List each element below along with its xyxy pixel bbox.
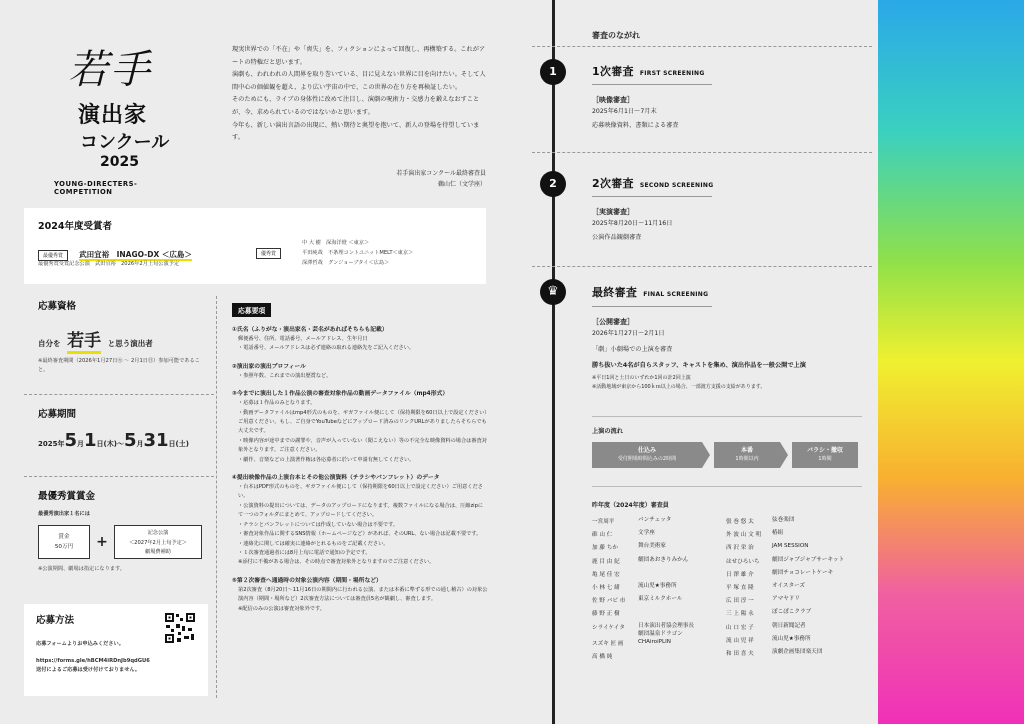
prize-lead: 最優秀演出家１名には <box>38 511 90 517</box>
prize-title: 最優秀賞賞金 <box>38 491 96 502</box>
judge-affiliation: JAM SESSION <box>772 543 809 550</box>
timeline-line <box>552 0 555 724</box>
logo-subtitle2: コンクール <box>80 132 170 153</box>
judge-name: 一宮周平 <box>592 519 615 525</box>
step1-kind: ［映像審査］ <box>592 96 634 104</box>
method-card <box>24 604 208 696</box>
judge-row <box>726 608 876 621</box>
judge-affiliation: オイスターズ <box>772 583 805 590</box>
step2-date: 2025年8月20日～11月16日 <box>592 220 673 227</box>
judge-row <box>592 529 732 542</box>
divider <box>532 152 872 153</box>
logo-year: 2025 <box>100 154 139 170</box>
period-title: 応募期間 <box>38 409 77 420</box>
judge-name: 和 田 喜 夫 <box>726 651 754 658</box>
gradient-bar <box>878 0 1024 724</box>
judge-affiliation: 劇団あおきりみかん <box>638 556 689 563</box>
judges-right <box>726 516 876 661</box>
judge-name: 広 田 淳 一 <box>726 598 754 605</box>
step2-details <box>592 206 672 244</box>
excellent-3: 深澤哲哉 グンジョーブタイ＜広島＞ <box>302 260 390 266</box>
step2-kind: ［実演審査］ <box>592 208 634 216</box>
stage-3 <box>792 442 858 468</box>
judge-row <box>592 569 732 582</box>
judge-row <box>592 622 732 638</box>
period-m1: 5 <box>64 430 78 451</box>
logo-subtitle: 演出家 <box>78 103 148 128</box>
step1-en: FIRST SCREENING <box>639 70 705 77</box>
guide-item-heading: ⑤第２次審査へ通過時の対象公演内容（期間・場所など） <box>232 577 382 584</box>
period-n2: 31 <box>143 430 169 451</box>
prize-note: ※公演期間、劇場は指定になります。 <box>38 566 125 572</box>
judge-name: シライケイタ <box>592 624 625 631</box>
crown-icon: ♛ <box>540 279 566 305</box>
best-tag: 最優秀賞 <box>38 250 68 261</box>
guide-item-body: ・台本はPDF形式のものを、ギガファイル便にして（保持期限を60日以上で設定ください）ご用意ください。 ・公演資料の提出については、データのアップロードになります。複数ファイルになる場合は、圧縮zipにて一つのフォルダにまとめて、アップロードしてください。 ・チラシとパンフレットについては作成していない場合は不要です。 ・審査対象作品に関するSNS情報（ホームページなど）があれば、そのURL、ない場合は記載不要です。 ・連絡先に関しては確実に連絡がとれるものをご記載ください。 ・１次審査通過者には8月上旬に電話で通知の予定です。 ※添付に不備がある場合は、その時点で審査対象外となりますのでご注意ください。 <box>238 484 484 566</box>
guide-item-body: 第2次審査（8月20日～11月16日の期間内に行われる公演、または本番に準ずる形での通し稽古）の対象公演内容（期間・場所など）2次審査方法については審査員5名が観劇し、審査します。 ※配信のみの公演は審査対象外です。 <box>238 586 488 612</box>
intro-p3: そのためにも、ライブの身体性に改めて注目し、演劇の呪術力・交感力を鍛えなおすことが、今、求められているのではないかと思います。 <box>232 96 480 116</box>
judge-row <box>726 582 876 595</box>
divider <box>592 486 862 487</box>
judge-name: 小 林 七 緒 <box>592 585 620 592</box>
judge-name: 碓 山 仁 <box>592 532 613 539</box>
judge-row <box>726 569 876 582</box>
divider <box>592 416 862 417</box>
step3-venue: 「劇」小劇場での上演を審査 <box>592 346 673 353</box>
period-m2: 5 <box>123 430 137 451</box>
guide-item <box>232 362 488 381</box>
judge-affiliation: 文学座 <box>638 530 655 537</box>
period-n1: 1 <box>84 430 97 451</box>
guide-item-body: 郵便番号、住所、電話番号、メールアドレス、生年月日 ・電話番号、メールアドレスは必ず連絡の取れる連絡先をご記入ください。 <box>238 336 415 352</box>
intro-p1: 現実世界での「不在」や「喪失」を、フィクションによって回復し、再構築する。これがアートの特権だと思います。 <box>232 46 486 66</box>
guide-item <box>232 325 488 354</box>
guide-item <box>232 389 488 465</box>
judge-affiliation: 流山児★事務所 <box>772 635 811 642</box>
step1-title <box>592 63 705 79</box>
judge-name: 三 上 陽 永 <box>726 611 754 618</box>
guide-item-heading: ②演出家の演出プロフィール <box>232 363 306 370</box>
guide-item-body: ・応募は１作品のみとなります。 ・動画データファイルはmp4形式のものを、ギガファイル便にして（保持期限を60日以上で設定ください）ご用意ください。もし、ご自身でYouTubeなどにアップロード済みのリンクURLがありましたらそちらでも大丈夫です。 ・映像内容が途中までの謝罪や、音声が入っていない（聞こえない）等の不完全な映像資料の場合は審査対象外となります。ご注意ください。 ・劇作、音楽などの上演著作権は各応募者に於いて申請有無してください。 <box>238 400 487 463</box>
step3-date: 2026年1月27日～2月1日 <box>592 330 665 337</box>
qr-code-icon[interactable] <box>164 612 196 644</box>
column-divider <box>216 296 217 698</box>
judge-name: 鹿 目 由 紀 <box>592 558 620 565</box>
step1-badge: 1 <box>540 59 566 85</box>
stage-1-label: 仕込み <box>637 447 656 454</box>
excellent-list <box>302 238 413 268</box>
eligibility-post: と思う演出者 <box>107 339 153 348</box>
step2-badge: 2 <box>540 171 566 197</box>
judges-left <box>592 516 732 664</box>
step3-jp: 最終審査 <box>592 286 638 299</box>
judge-name: 張 巻 悠 太 <box>726 519 754 525</box>
method-lead: 応募フォームよりお申込みください。 <box>36 641 124 647</box>
step1-desc: 応募映像資料、書類による審査 <box>592 122 679 129</box>
judge-name: 外 波 山 文 明 <box>726 532 762 539</box>
judge-name: 佐 野 バビ 市 <box>592 598 626 605</box>
guide-item-heading: ①氏名（ふりがな・演出家名・芸名があればそちらも記載） <box>232 327 388 333</box>
winners-card <box>24 208 486 284</box>
method-title: 応募方法 <box>36 615 75 626</box>
judge-name: 平 塚 直 隆 <box>726 585 754 592</box>
period-pre: 2025年 <box>38 440 65 448</box>
period-d2: 月 <box>136 440 144 448</box>
step3-title <box>592 284 708 300</box>
guide-item-heading: ④提出映像作品の上演台本とその他公演資料（チラシやパンフレット）のデータ <box>232 475 440 482</box>
judge-affiliation: 東京ミルクホール <box>638 596 683 603</box>
judge-row <box>592 542 732 555</box>
eligibility-section <box>38 298 208 375</box>
period-w2: 日(土) <box>168 440 189 448</box>
judge-row <box>726 516 876 529</box>
step2-desc: 公演作品観劇審査 <box>592 234 642 241</box>
divider <box>532 46 872 47</box>
judge-name: スズキ 匠 画 <box>592 640 624 647</box>
step3-desc: 勝ち抜いた4名が自らスタッフ、キャストを集め、演出作品を一般公開で上演 <box>592 362 806 369</box>
divider <box>592 84 712 85</box>
divider <box>592 196 712 197</box>
judge-affiliation: 劇団ジャブジャブサーキット <box>772 556 845 563</box>
sign-name: 鵜山仁（文学座） <box>437 181 486 188</box>
judges-title: 昨年度（2024年度）審査員 <box>592 502 669 509</box>
judge-name: 亀 尾 佳 宏 <box>592 571 620 578</box>
judge-row <box>726 622 876 635</box>
eligibility-big: 若手 <box>67 331 101 354</box>
stage-3-label: バラシ・撤収 <box>806 447 843 454</box>
judge-row <box>726 648 876 661</box>
arrow-icon <box>702 442 710 468</box>
judge-name: 日 澤 雄 介 <box>726 571 754 578</box>
judge-affiliation: 劇団チョコレートケーキ <box>772 569 834 576</box>
judge-affiliation: CHAiroiPLIN <box>638 638 671 645</box>
guide-items <box>232 325 488 614</box>
intro-signature <box>232 168 486 190</box>
stage-1-time: 受付開場時間込みの2時間 <box>617 456 677 462</box>
stage-2 <box>714 442 780 468</box>
judge-row <box>592 651 732 664</box>
judge-name: 流 山 児 祥 <box>726 637 754 644</box>
judge-name: はせひろいち <box>726 558 760 565</box>
judge-affiliation: 舞台美術家 <box>638 543 666 550</box>
judge-affiliation: 朝日新聞記者 <box>772 622 806 629</box>
guide-section <box>232 298 488 622</box>
intro-p2: 演劇も、われわれの人間界を取り巻いている、目に見えない世界に目を向けたい。そして人間中心の価値観を超え、より広い宇宙の中で、この世界の在り方を再検証したい。 <box>232 71 486 91</box>
prize-memorial: 記念公演 ＜2027年2月上旬予定＞ 劇場費補助 <box>114 525 202 559</box>
stage-title: 上演の流れ <box>592 428 623 435</box>
method-deadline: 送付によるご応募は受け付けておりません。 <box>36 667 141 673</box>
intro-p4: 今年も、新しい演出言語の出現に、熱い期待と奥望を抱いて、新人の登場を待望しています。 <box>232 121 480 142</box>
step1-jp: 1次審査 <box>592 65 634 78</box>
divider <box>24 476 214 477</box>
guide-item-heading: ③今までに演出した１作品公演の審査対象作品の動画データファイル（mp4形式） <box>232 391 449 398</box>
step3-details <box>592 316 862 392</box>
guide-item <box>232 473 488 568</box>
judge-affiliation: 流山児★事務所 <box>638 583 677 590</box>
judge-row <box>726 595 876 608</box>
eligibility-pre: 自分を <box>38 339 61 348</box>
eligibility-note: ※最終審査期間（2026年1月27日㊋ ～ 2月1日㊐）参加可能であること。 <box>38 358 200 373</box>
best-name: 武田宜裕 INAGO-DX ＜広島＞ <box>79 250 192 259</box>
period-d1: 月 <box>77 440 85 448</box>
step3-note1: ※平日1回と土日のいずれか1回の計2回上演 <box>592 375 691 381</box>
prize-plus: + <box>96 534 108 550</box>
period-section <box>38 406 213 451</box>
judge-affiliation: アマヤドリ <box>772 596 800 603</box>
judge-row <box>726 635 876 648</box>
judge-affiliation: 椿組 <box>772 530 784 537</box>
judge-row <box>726 556 876 569</box>
judge-affiliation: パンチェッタ <box>638 517 672 523</box>
winners-title: 2024年度受賞者 <box>38 221 112 232</box>
judge-affiliation: 演劇企画集団楽天団 <box>772 649 823 656</box>
period-tilde: ～ <box>116 440 124 448</box>
divider <box>24 394 214 395</box>
arrow-icon <box>780 442 788 468</box>
excellent-2: 平田純哉 不条理コントユニットMELT＜東京＞ <box>302 250 414 256</box>
step2-title <box>592 175 713 191</box>
stage-2-time: 1時間以内 <box>735 456 759 462</box>
step2-jp: 2次審査 <box>592 177 634 190</box>
method-url[interactable]: https://forms.gle/hBCM4iRDnJb9qdGU6 <box>36 658 150 664</box>
step1-date: 2025年6月1日～7月末 <box>592 108 657 115</box>
best-note: 最優秀賞受賞記念公演 武田宜裕 2026年2月上旬公演予定 <box>38 261 180 267</box>
excellent-tag: 優秀賞 <box>256 248 281 259</box>
logo-arc-text: YOUNG-DIRECTERS-COMPETITION <box>54 180 138 196</box>
logo <box>50 32 190 202</box>
divider <box>592 306 712 307</box>
judge-row <box>592 582 732 595</box>
guide-title: 応募要項 <box>232 303 271 317</box>
excellent-1: 中 大 樹 深海洋燈 ＜東京＞ <box>302 240 370 246</box>
flow-title: 審査のながれ <box>592 31 640 40</box>
step3-note2: ※活動地域が東京から100ｋｍ以上の場合、一部渡方支援の支給があります。 <box>592 384 766 390</box>
judge-name: 山 口 宏 子 <box>726 624 754 631</box>
judge-row <box>726 529 876 542</box>
intro-text <box>232 44 490 145</box>
judge-row <box>592 638 732 651</box>
judge-affiliation: 日本演出者協会理事長 劇団温泉ドラゴン <box>638 622 694 637</box>
sign-role: 若手演出家コンクール最終審査員 <box>396 170 486 177</box>
divider <box>532 266 872 267</box>
guide-item-body: ・参照年数、これまでの演出歴賞など。 <box>238 372 332 379</box>
judge-row <box>592 595 732 608</box>
judge-affiliation: ぽこぽこクラブ <box>772 609 812 616</box>
step3-kind: ［公開審査］ <box>592 318 634 326</box>
prize-section <box>38 488 213 574</box>
judge-row <box>592 608 732 621</box>
eligibility-title: 応募資格 <box>38 301 77 312</box>
prize-money: 賞金 50万円 <box>38 525 90 559</box>
judge-name: 加 藤 ちか <box>592 545 618 552</box>
guide-item <box>232 576 488 614</box>
step2-en: SECOND SCREENING <box>639 182 714 189</box>
step1-details <box>592 94 679 132</box>
judge-name: 高 橋 純 <box>592 653 613 660</box>
judge-row <box>592 516 732 529</box>
judge-name: 藤 野 正 樹 <box>592 611 620 618</box>
logo-title: 若手 <box>68 47 152 93</box>
step3-en: FINAL SCREENING <box>643 291 709 298</box>
stage-3-time: 1時間 <box>818 456 832 462</box>
judge-row <box>726 542 876 555</box>
judge-row <box>592 556 732 569</box>
judge-name: 西 沢 栄 治 <box>726 545 754 552</box>
period-w1: 日(木) <box>96 440 117 448</box>
stage-2-label: 本番 <box>740 447 753 454</box>
stage-1 <box>592 442 702 468</box>
judge-affiliation: 弦巻楽団 <box>772 517 795 523</box>
